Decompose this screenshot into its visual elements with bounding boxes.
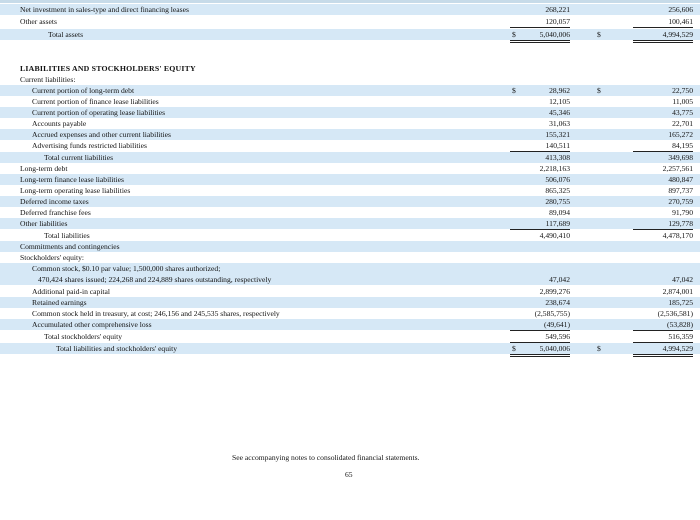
table-row <box>0 118 700 129</box>
row-label: Accrued expenses and other current liabilities <box>32 130 171 139</box>
row-label: Commitments and contingencies <box>20 242 120 251</box>
row-label: Total liabilities and stockholders' equity <box>56 344 178 353</box>
value-col2: 516,359 <box>633 331 693 343</box>
dollar-sign: $ <box>512 344 516 353</box>
table-row <box>0 331 700 342</box>
value-col2: 165,272 <box>668 130 693 139</box>
value-col1: 5,040,006 <box>510 29 570 43</box>
value-col2: 47,042 <box>672 275 693 284</box>
row-label: Accounts payable <box>32 119 87 128</box>
table-row <box>0 218 700 229</box>
dollar-sign: $ <box>597 86 601 95</box>
table-row <box>0 16 700 27</box>
table-row <box>0 241 700 252</box>
value-col1: 2,899,276 <box>539 287 570 296</box>
value-col1: 117,689 <box>510 218 570 230</box>
value-col1: 506,076 <box>545 175 570 184</box>
table-row <box>0 140 700 151</box>
row-label: Common stock held in treasury, at cost; 246,156 and 245,535 shares, respectively <box>32 309 280 318</box>
row-label: Total liabilities <box>44 231 90 240</box>
row-label: Long-term debt <box>20 164 68 173</box>
table-row <box>0 74 700 85</box>
value-col1: (2,585,755) <box>534 309 570 318</box>
value-col2: 22,750 <box>672 86 693 95</box>
row-label: Retained earnings <box>32 298 87 307</box>
table-row <box>0 152 700 163</box>
table-row <box>0 263 700 285</box>
dollar-sign: $ <box>512 86 516 95</box>
footnote: See accompanying notes to consolidated financial statements. <box>232 453 420 462</box>
row-label: Long-term operating lease liabilities <box>20 186 131 195</box>
table-row <box>0 308 700 319</box>
value-col1: 5,040,006 <box>510 343 570 357</box>
value-col1: (49,641) <box>510 319 570 331</box>
value-col1: 238,674 <box>545 298 570 307</box>
value-col1: 268,221 <box>545 5 570 14</box>
page-number: 65 <box>345 470 353 479</box>
value-col2: 84,195 <box>633 140 693 152</box>
row-label: Other liabilities <box>20 219 68 228</box>
value-col2: 256,606 <box>668 5 693 14</box>
row-label: Current liabilities: <box>20 75 76 84</box>
row-label: Deferred franchise fees <box>20 208 91 217</box>
value-col1: 31,063 <box>549 119 570 128</box>
table-row <box>0 286 700 297</box>
row-label: Deferred income taxes <box>20 197 89 206</box>
value-col1: 549,596 <box>510 331 570 343</box>
table-row <box>0 29 700 40</box>
value-col1: 4,490,410 <box>539 231 570 240</box>
value-col1: 413,308 <box>545 153 570 162</box>
row-label: Advertising funds restricted liabilities <box>32 141 147 150</box>
row-label: Other assets <box>20 17 57 26</box>
top-edge-strip <box>0 0 700 3</box>
row-label: Stockholders' equity: <box>20 253 85 262</box>
dollar-sign: $ <box>597 30 601 39</box>
table-row <box>0 252 700 263</box>
row-label: Additional paid-in capital <box>32 287 111 296</box>
row-label: Accumulated other comprehensive loss <box>32 320 152 329</box>
value-col1: 89,094 <box>549 208 570 217</box>
value-col2: 91,790 <box>672 208 693 217</box>
value-col1: 155,321 <box>545 130 570 139</box>
table-row <box>0 319 700 330</box>
value-col1: 47,042 <box>549 275 570 284</box>
section-heading-row <box>0 63 700 74</box>
table-row <box>0 185 700 196</box>
table-row <box>0 107 700 118</box>
value-col2: 270,759 <box>668 197 693 206</box>
value-col1: 865,325 <box>545 186 570 195</box>
row-label: Total current liabilities <box>44 153 114 162</box>
row-label: Current portion of finance lease liabilities <box>32 97 159 106</box>
value-col2: 897,737 <box>668 186 693 195</box>
value-col1: 12,105 <box>549 97 570 106</box>
value-col2: 11,005 <box>672 97 693 106</box>
table-row <box>0 129 700 140</box>
row-label: Current portion of operating lease liabilities <box>32 108 166 117</box>
row-label: Current portion of long-term debt <box>32 86 135 95</box>
value-col2: (2,536,581) <box>657 309 693 318</box>
value-col1: 28,962 <box>549 86 570 95</box>
value-col2: (53,828) <box>633 319 693 331</box>
value-col2: 4,994,529 <box>633 343 693 357</box>
value-col2: 349,698 <box>668 153 693 162</box>
row-label: Total assets <box>48 30 84 39</box>
value-col1: 45,346 <box>549 108 570 117</box>
table-row <box>0 196 700 207</box>
table-row <box>0 297 700 308</box>
table-row <box>0 230 700 241</box>
table-row <box>0 4 700 15</box>
row-label: Net investment in sales-type and direct financing leases <box>20 5 189 14</box>
value-col1: 2,218,163 <box>539 164 570 173</box>
row-label: Long-term finance lease liabilities <box>20 175 124 184</box>
value-col1: 280,755 <box>545 197 570 206</box>
row-label: Total stockholders' equity <box>44 332 123 341</box>
value-col2: 129,778 <box>633 218 693 230</box>
value-col2: 4,994,529 <box>633 29 693 43</box>
table-row <box>0 343 700 354</box>
dollar-sign: $ <box>512 30 516 39</box>
value-col2: 100,461 <box>633 16 693 28</box>
table-row <box>0 207 700 218</box>
section-heading: LIABILITIES AND STOCKHOLDERS' EQUITY <box>20 64 196 73</box>
dollar-sign: $ <box>597 344 601 353</box>
row-label: Common stock, $0.10 par value; 1,500,000 shares authorized; <box>32 264 221 273</box>
row-label-continued: 470,424 shares issued; 224,268 and 224,889 shares outstanding, respectively <box>38 275 272 284</box>
table-row <box>0 163 700 174</box>
value-col2: 185,725 <box>668 298 693 307</box>
value-col2: 4,478,170 <box>662 231 693 240</box>
value-col1: 140,511 <box>510 140 570 152</box>
value-col2: 22,701 <box>672 119 693 128</box>
table-row <box>0 96 700 107</box>
table-row <box>0 174 700 185</box>
table-row <box>0 85 700 96</box>
value-col1: 120,057 <box>510 16 570 28</box>
value-col2: 480,847 <box>668 175 693 184</box>
value-col2: 43,775 <box>672 108 693 117</box>
value-col2: 2,874,001 <box>662 287 693 296</box>
value-col2: 2,257,561 <box>662 164 693 173</box>
